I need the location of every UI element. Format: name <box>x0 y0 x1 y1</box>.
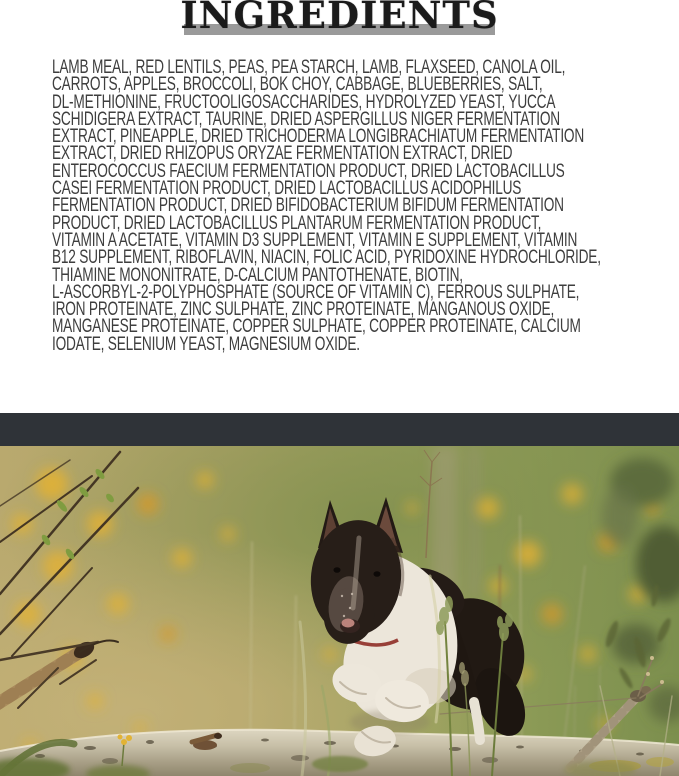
log-moss <box>230 763 270 773</box>
ingredient-line: THIAMINE MONONITRATE, D-CALCIUM PANTOTHENATE, BIOTIN, <box>52 264 463 286</box>
log-stub-tip <box>214 733 222 739</box>
ingredient-line: EXTRACT, PINEAPPLE, DRIED TRICHODERMA LONGIBRACHIATUM FERMENTATION <box>52 126 585 148</box>
ingredient-line: LAMB MEAL, RED LENTILS, PEAS, PEA STARCH, LAMB, FLAXSEED, CANOLA OIL, <box>52 57 566 78</box>
log-moss <box>646 757 674 767</box>
divider-band <box>0 413 679 446</box>
dog-photo <box>0 446 679 776</box>
ingredient-line: L-ASCORBYL-2-POLYPHOSPHATE (SOURCE OF VITAMIN C), FERROUS SULPHATE, <box>52 281 580 303</box>
ingredient-line: PRODUCT, DRIED LACTOBACILLUS PLANTARUM FERMENTATION PRODUCT, <box>52 212 542 234</box>
ingredient-line: ENTEROCOCCUS FAECIUM FERMENTATION PRODUCT, DRIED LACTOBACILLUS <box>52 160 565 182</box>
ingredients-title: INGREDIENTS <box>180 0 499 37</box>
ingredients-list <box>52 59 628 353</box>
ingredient-line: SCHIDIGERA EXTRACT, TAURINE, DRIED ASPERGILLUS NIGER FERMENTATION <box>52 108 560 130</box>
dog-nose-pink <box>342 619 355 628</box>
ingredient-line: CARROTS, APPLES, BROCCOLI, BOK CHOY, CABBAGE, BLUEBERRIES, SALT, <box>52 74 543 96</box>
dog-eye-right <box>374 571 381 577</box>
ingredient-line: VITAMIN A ACETATE, VITAMIN D3 SUPPLEMENT, VITAMIN E SUPPLEMENT, VITAMIN <box>52 229 578 251</box>
ingredient-line: CASEI FERMENTATION PRODUCT, DRIED LACTOBACILLUS ACIDOPHILUS <box>52 178 522 200</box>
ingredient-line: DL-METHIONINE, FRUCTOOLIGOSACCHARIDES, HYDROLYZED YEAST, YUCCA <box>52 91 556 113</box>
ingredient-line: FERMENTATION PRODUCT, DRIED BIFIDOBACTERIUM BIFIDUM FERMENTATION <box>52 195 564 217</box>
ingredients-title-block <box>0 0 679 46</box>
ingredient-line: IODATE, SELENIUM YEAST, MAGNESIUM OXIDE. <box>52 333 360 355</box>
ingredient-line: IRON PROTEINATE, ZINC SULPHATE, ZINC PROTEINATE, MANGANOUS OXIDE, <box>52 299 555 321</box>
dog-tail-white-tip <box>474 702 480 740</box>
ingredient-line: B12 SUPPLEMENT, RIBOFLAVIN, NIACIN, FOLIC ACID, PYRIDOXINE HYDROCHLORIDE, <box>52 247 601 269</box>
dog-eye-left <box>334 567 341 573</box>
ingredient-line: EXTRACT, DRIED RHIZOPUS ORYZAE FERMENTATION EXTRACT, DRIED <box>52 143 513 165</box>
ingredient-line: MANGANESE PROTEINATE, COPPER SULPHATE, COPPER PROTEINATE, CALCIUM <box>52 316 581 338</box>
